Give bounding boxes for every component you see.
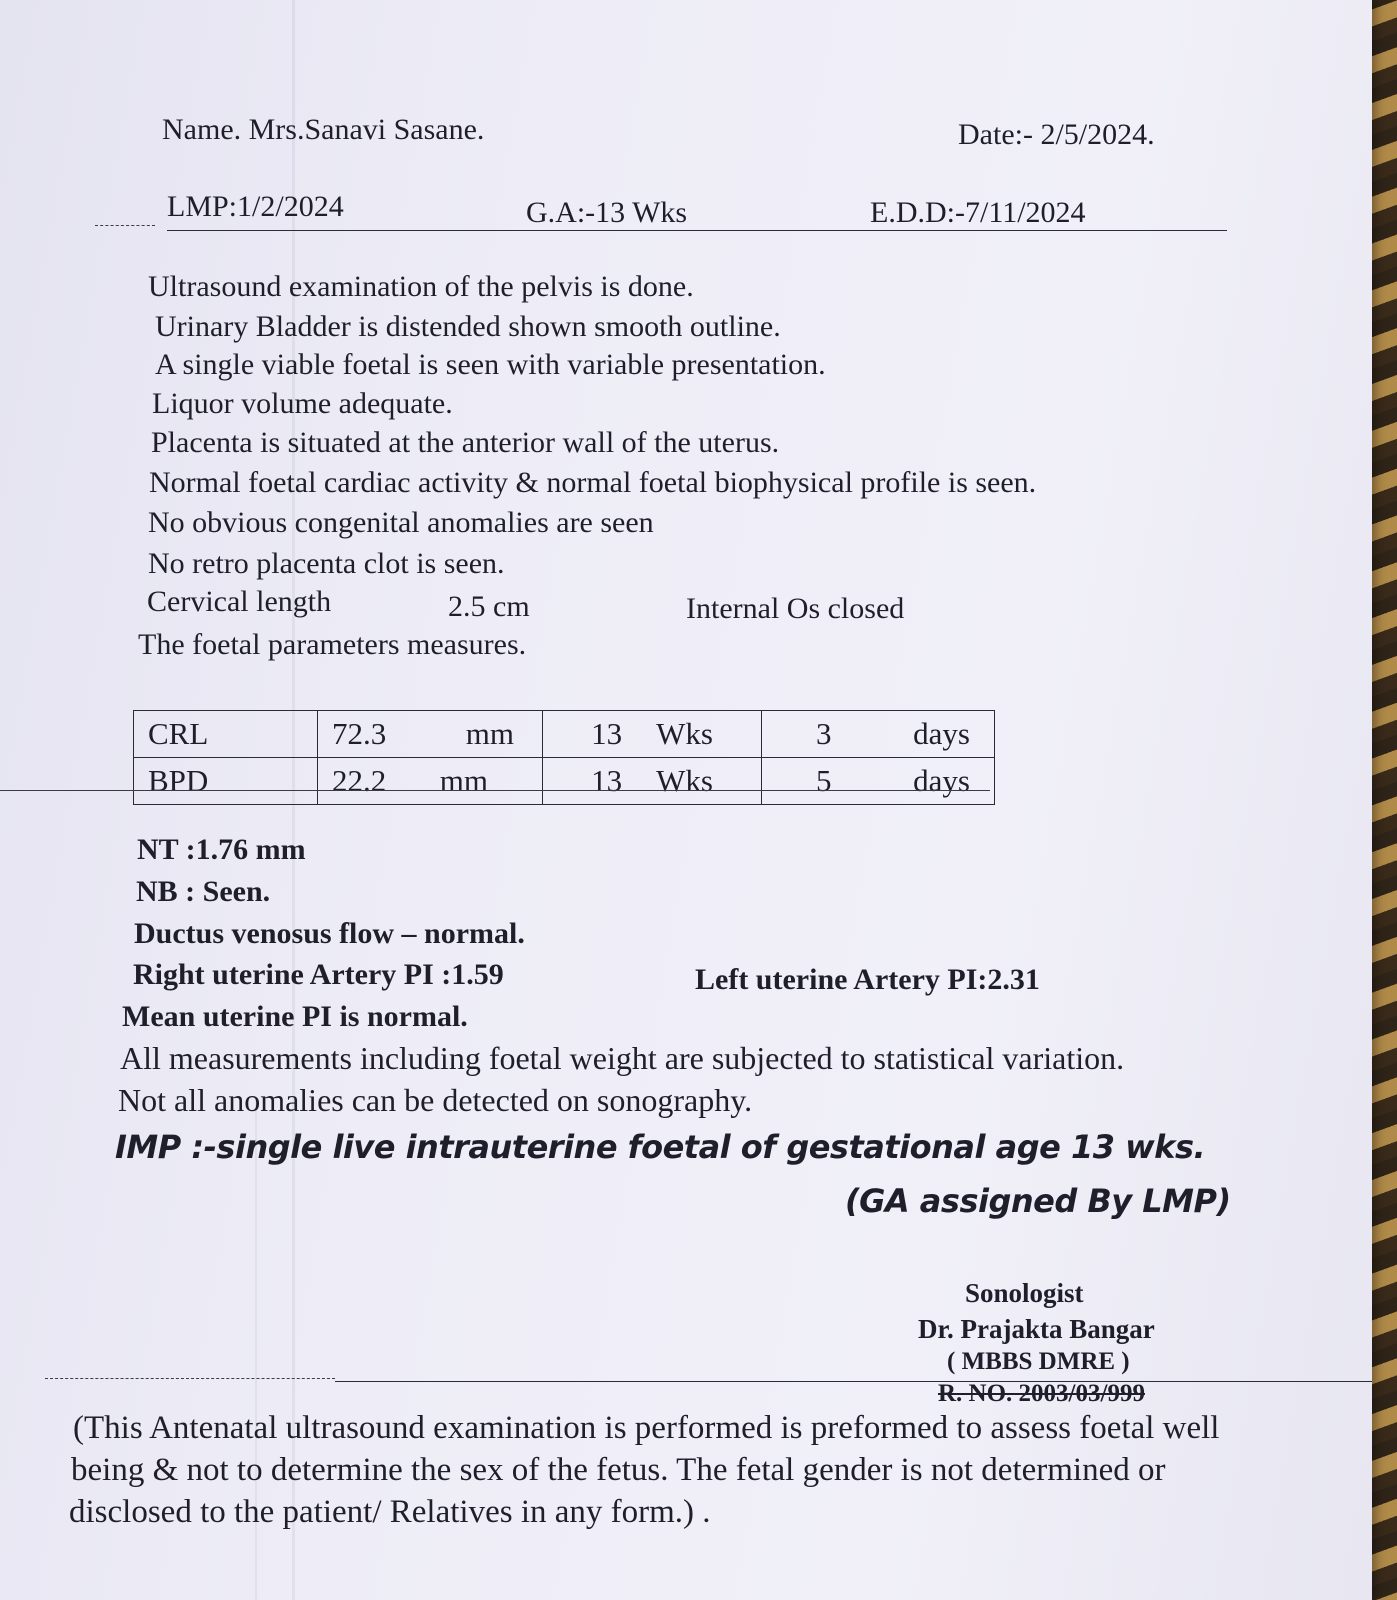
header-rule [95, 225, 155, 226]
signature-rule [335, 1381, 1372, 1382]
footer-line: disclosed to the patient/ Relatives in any form.) . [69, 1494, 711, 1530]
disclaimer-line: Not all anomalies can be detected on sonography. [118, 1082, 753, 1118]
registration-number: R. NO. 2003/03/999 [938, 1380, 1145, 1407]
left-uterine-pi: Left uterine Artery PI:2.31 [695, 963, 1040, 996]
nt-measurement: NT :1.76 mm [137, 833, 306, 866]
internal-os-status: Internal Os closed [686, 592, 905, 625]
finding-line: No retro placenta clot is seen. [148, 547, 505, 580]
impression-basis: (GA assigned By LMP) [845, 1182, 1231, 1220]
finding-line: No obvious congenital anomalies are seen [148, 506, 654, 539]
finding-line: Liquor volume adequate. [152, 387, 453, 420]
param-days-unit: days [913, 716, 970, 751]
finding-line: Normal foetal cardiac activity & normal foetal biophysical profile is seen. [149, 466, 1037, 499]
finding-line: A single viable foetal is seen with variable presentation. [155, 348, 826, 381]
gestational-age: G.A:-13 Wks [526, 196, 688, 229]
param-days-unit: days [913, 763, 970, 798]
nasal-bone: NB : Seen. [136, 875, 271, 908]
param-name: CRL [134, 711, 318, 758]
param-unit: mm [465, 716, 514, 751]
header-rule [167, 230, 1227, 231]
signature-rule [45, 1378, 335, 1379]
cervical-length-value: 2.5 cm [448, 590, 530, 623]
ductus-venosus: Ductus venosus flow – normal. [134, 917, 525, 950]
report-date: Date:- 2/5/2024. [958, 118, 1155, 151]
disclaimer-line: All measurements including foetal weight are subjected to statistical variation. [120, 1040, 1125, 1076]
signatory-name: Dr. Prajakta Bangar [918, 1314, 1155, 1344]
fold-line-through-table [0, 790, 990, 791]
patient-name: Name. Mrs.Sanavi Sasane. [162, 113, 485, 146]
mean-uterine-pi: Mean uterine PI is normal. [122, 1000, 468, 1033]
param-weeks-unit: Wks [656, 716, 713, 751]
edd: E.D.D:-7/11/2024 [870, 196, 1086, 229]
param-value: 22.2 [332, 763, 387, 798]
finding-line: Urinary Bladder is distended shown smooth outline. [155, 310, 781, 343]
param-days: 3 [816, 716, 832, 751]
finding-line: Ultrasound examination of the pelvis is done. [148, 270, 694, 303]
param-name: BPD [134, 758, 318, 805]
param-weeks-unit: Wks [656, 763, 713, 798]
param-unit: mm [439, 763, 488, 798]
finding-line: Placenta is situated at the anterior wall of the uterus. [151, 426, 780, 459]
footer-line: being & not to determine the sex of the fetus. The fetal gender is not determined or [71, 1452, 1166, 1488]
lmp: LMP:1/2/2024 [167, 190, 344, 223]
cervical-length-label: Cervical length [147, 585, 332, 618]
param-weeks: 13 [591, 716, 623, 751]
parameters-intro: The foetal parameters measures. [138, 628, 527, 661]
table-row [134, 758, 995, 805]
signatory-qualification: ( MBBS DMRE ) [947, 1348, 1130, 1375]
impression: IMP :-single live intrauterine foetal of gestational age 13 wks. [115, 1128, 1206, 1166]
param-weeks: 13 [591, 763, 623, 798]
table-row [134, 711, 995, 758]
param-value: 72.3 [332, 716, 387, 751]
signatory-role: Sonologist [965, 1278, 1084, 1308]
right-uterine-pi: Right uterine Artery PI :1.59 [133, 958, 504, 991]
param-days: 5 [816, 763, 832, 798]
footer-line: (This Antenatal ultrasound examination is performed is preformed to assess foetal well [73, 1410, 1220, 1446]
